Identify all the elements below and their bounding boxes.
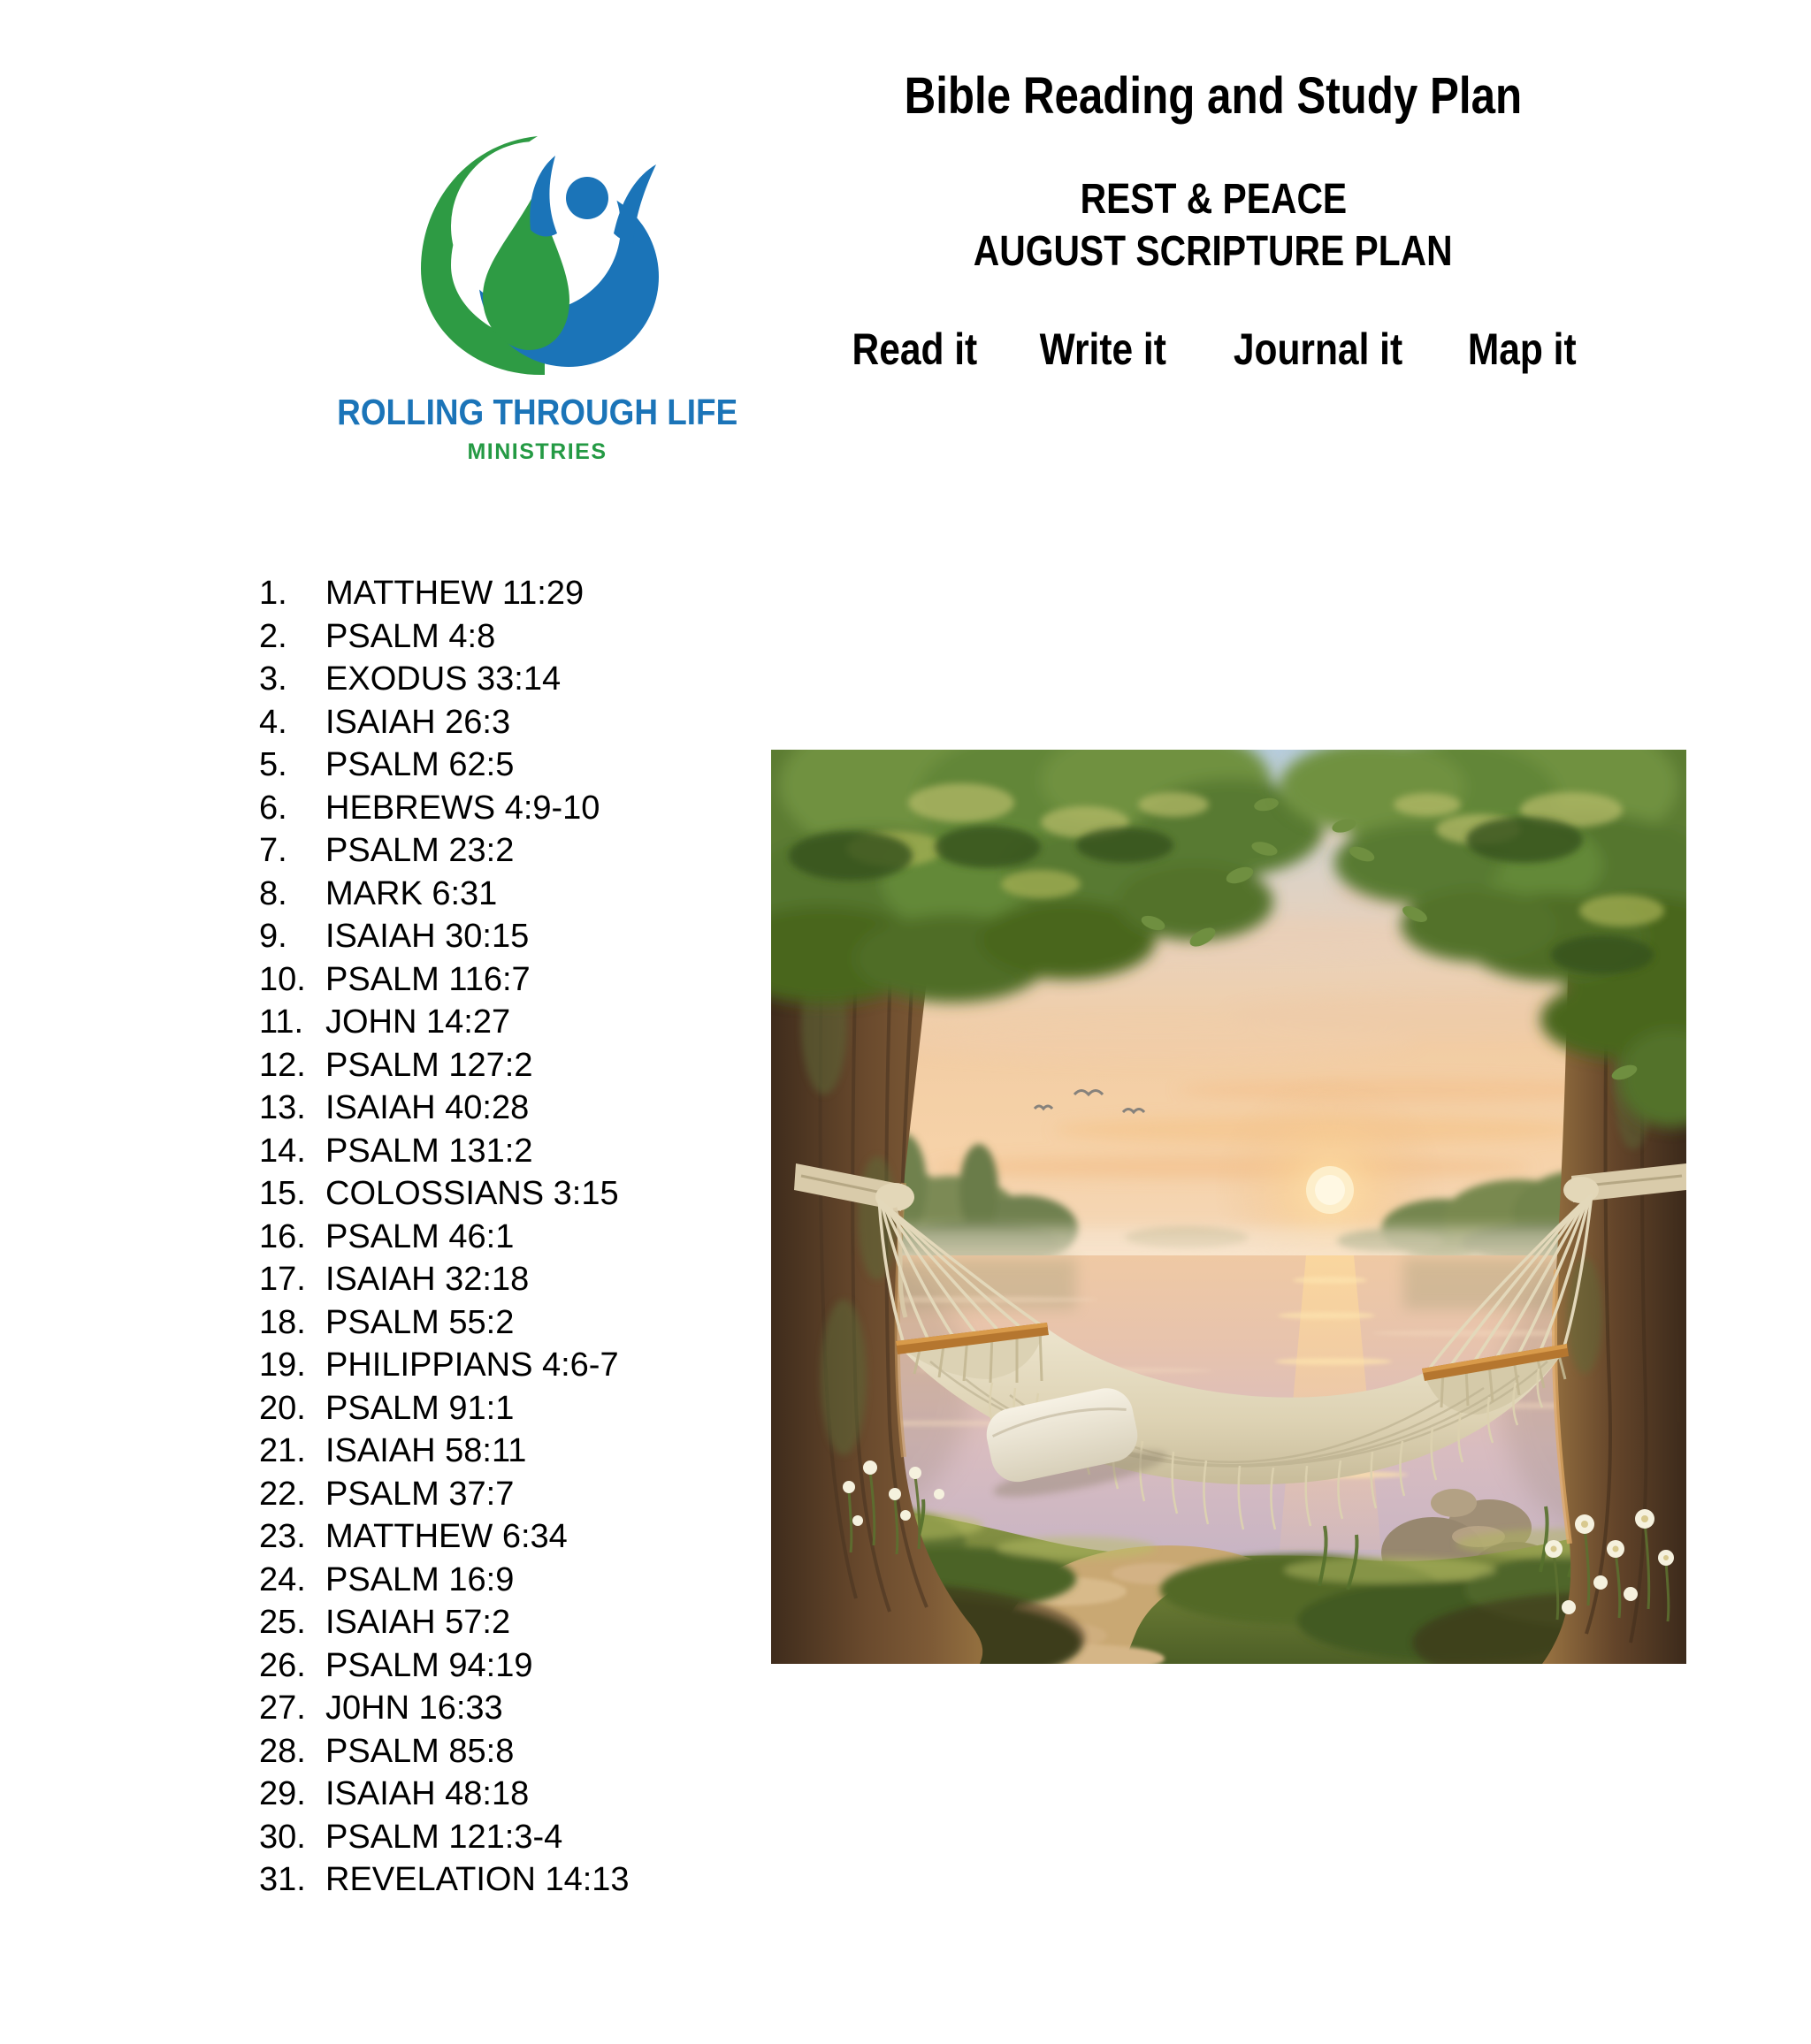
list-item [259,1689,630,1733]
list-item-number: 12. [259,1046,306,1084]
list-item-number: 29. [259,1775,306,1812]
list-item [259,1561,630,1605]
list-item [259,1047,630,1090]
list-item-reference: JOHN 14:27 [325,1003,511,1041]
list-item-reference: ISAIAH 32:18 [325,1261,530,1298]
list-item [259,918,630,961]
plan-theme: REST & PEACE [1080,176,1347,223]
list-item-number: 1. [259,575,287,612]
list-item-reference: MATTHEW 6:34 [325,1518,568,1555]
list-item-reference: PSALM 16:9 [325,1560,515,1598]
list-item-number: 22. [259,1475,306,1513]
list-item-number: 27. [259,1689,306,1727]
list-item-reference: ISAIAH 30:15 [325,918,530,955]
list-item-reference: PSALM 62:5 [325,746,515,783]
list-item-number: 5. [259,746,287,783]
list-item-reference: PSALM 46:1 [325,1217,515,1255]
list-item-reference: PSALM 23:2 [325,832,515,869]
list-item [259,660,630,704]
list-item [259,1476,630,1519]
list-item-number: 4. [259,703,287,741]
list-item-number: 25. [259,1604,306,1641]
activity-label: Map it [1467,324,1577,374]
list-item [259,1133,630,1176]
list-item-reference: PSALM 131:2 [325,1132,533,1170]
list-item-number: 15. [259,1175,306,1212]
list-item-reference: ISAIAH 40:28 [325,1089,530,1126]
list-item-reference: J0HN 16:33 [325,1689,503,1727]
activities-row [796,324,1631,375]
list-item-reference: PSALM 116:7 [325,960,531,998]
ministry-logo [301,113,774,465]
list-item-number: 2. [259,617,287,655]
list-item-number: 18. [259,1303,306,1341]
list-item-reference: MARK 6:31 [325,874,498,912]
list-item-reference: PSALM 85:8 [325,1732,515,1770]
list-item-number: 6. [259,789,287,827]
ministry-logo-icon [405,113,670,389]
list-item-number: 7. [259,832,287,869]
list-item [259,961,630,1004]
list-item-number: 13. [259,1089,306,1126]
list-item-number: 17. [259,1261,306,1298]
list-item [259,1261,630,1304]
activity-label: Read it [852,324,977,374]
list-item [259,704,630,747]
list-item [259,1432,630,1476]
list-item-reference: PSALM 121:3-4 [325,1818,563,1856]
list-item [259,1775,630,1819]
list-item-number: 20. [259,1389,306,1427]
list-item [259,1089,630,1133]
list-item-number: 19. [259,1346,306,1384]
list-item-reference: PHILIPPIANS 4:6-7 [325,1346,619,1384]
list-item-reference: COLOSSIANS 3:15 [325,1175,619,1212]
list-item-number: 9. [259,918,287,955]
list-item-number: 16. [259,1217,306,1255]
list-item-number: 28. [259,1732,306,1770]
page-title: Bible Reading and Study Plan [904,67,1523,125]
list-item-reference: EXODUS 33:14 [325,660,562,698]
list-item-reference: PSALM 94:19 [325,1646,533,1684]
list-item-number: 24. [259,1560,306,1598]
list-item [259,1647,630,1690]
list-item-number: 26. [259,1646,306,1684]
list-item [259,575,630,618]
ministry-name: ROLLING THROUGH LIFE [336,392,738,432]
list-item [259,1518,630,1561]
list-item [259,1733,630,1776]
list-item [259,746,630,789]
list-item [259,1861,630,1904]
plan-subtitle [796,173,1631,278]
activity-label: Write it [1039,324,1167,374]
list-item-reference: ISAIAH 26:3 [325,703,511,741]
list-item [259,1390,630,1433]
list-item-reference: PSALM 37:7 [325,1475,515,1513]
list-item-reference: MATTHEW 11:29 [325,575,585,612]
list-item [259,1346,630,1390]
list-item-number: 3. [259,660,287,698]
list-item [259,1003,630,1047]
list-item-reference: REVELATION 14:13 [325,1861,630,1898]
list-item-number: 14. [259,1132,306,1170]
list-item [259,618,630,661]
list-item [259,1304,630,1347]
list-item [259,875,630,919]
list-item-number: 21. [259,1432,306,1469]
list-item [259,1604,630,1647]
list-item-number: 30. [259,1818,306,1856]
list-item [259,789,630,833]
list-item-reference: ISAIAH 57:2 [325,1604,511,1641]
scripture-list [259,575,630,1904]
list-item-reference: PSALM 91:1 [325,1389,515,1427]
list-item [259,1819,630,1862]
list-item [259,832,630,875]
list-item-reference: ISAIAH 48:18 [325,1775,530,1812]
ministry-subtitle: MINISTRIES [467,439,607,465]
list-item-number: 10. [259,960,306,998]
list-item-reference: ISAIAH 58:11 [325,1432,527,1469]
list-item-number: 11. [259,1003,304,1041]
list-item-reference: PSALM 127:2 [325,1046,533,1084]
list-item [259,1218,630,1262]
list-item [259,1175,630,1218]
list-item-number: 8. [259,874,287,912]
plan-month: AUGUST SCRIPTURE PLAN [974,228,1453,275]
list-item-number: 31. [259,1861,306,1898]
list-item-reference: PSALM 55:2 [325,1303,515,1341]
list-item-reference: HEBREWS 4:9-10 [325,789,600,827]
hammock-lake-sunset-illustration [771,750,1686,1664]
activity-label: Journal it [1233,324,1403,374]
list-item-number: 23. [259,1518,306,1555]
list-item-reference: PSALM 4:8 [325,617,496,655]
